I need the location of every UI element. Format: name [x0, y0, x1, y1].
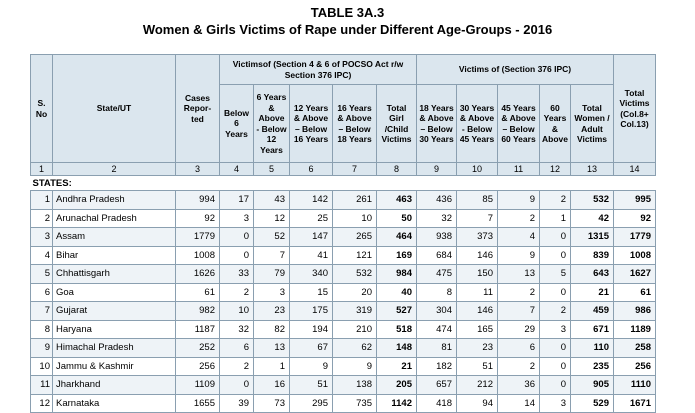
- row-value: 25: [290, 209, 333, 228]
- header-sno: S. No: [31, 55, 53, 163]
- header-sub: 16 Years & Above – Below 18 Years: [333, 85, 377, 163]
- row-value: 252: [176, 339, 220, 358]
- row-value: 839: [570, 246, 613, 265]
- row-value: 138: [333, 376, 377, 395]
- row-value: 2: [498, 357, 540, 376]
- row-value: 147: [290, 228, 333, 247]
- table-row: [31, 394, 656, 413]
- row-value: 51: [457, 357, 498, 376]
- row-state: Haryana: [53, 320, 176, 339]
- header-cases: Cases Repor- ted: [176, 55, 220, 163]
- row-value: 50: [377, 209, 417, 228]
- row-value: 94: [457, 394, 498, 413]
- column-numbers-row: [31, 163, 656, 176]
- row-sno: 11: [31, 376, 53, 395]
- row-value: 475: [417, 265, 457, 284]
- row-value: 1189: [613, 320, 655, 339]
- row-value: 1: [540, 209, 571, 228]
- row-value: 32: [417, 209, 457, 228]
- row-sno: 6: [31, 283, 53, 302]
- row-value: 85: [457, 191, 498, 210]
- row-value: 1008: [613, 246, 655, 265]
- row-value: 0: [220, 376, 254, 395]
- row-value: 14: [498, 394, 540, 413]
- row-value: 256: [613, 357, 655, 376]
- column-number: 11: [498, 163, 540, 176]
- row-value: 32: [220, 320, 254, 339]
- row-value: 436: [417, 191, 457, 210]
- data-table: [30, 54, 656, 413]
- row-value: 43: [254, 191, 290, 210]
- row-value: 42: [570, 209, 613, 228]
- row-state: Chhattisgarh: [53, 265, 176, 284]
- row-value: 986: [613, 302, 655, 321]
- row-sno: 12: [31, 394, 53, 413]
- header-sub: 45 Years & Above – Below 60 Years: [498, 85, 540, 163]
- table-body: [31, 163, 656, 413]
- row-value: 3: [254, 283, 290, 302]
- row-value: 2: [498, 283, 540, 302]
- row-value: 165: [457, 320, 498, 339]
- row-value: 17: [220, 191, 254, 210]
- row-value: 39: [220, 394, 254, 413]
- row-value: 51: [290, 376, 333, 395]
- row-value: 1187: [176, 320, 220, 339]
- row-value: 295: [290, 394, 333, 413]
- column-number: 1: [31, 163, 53, 176]
- row-value: 657: [417, 376, 457, 395]
- row-value: 33: [220, 265, 254, 284]
- row-value: 29: [498, 320, 540, 339]
- row-value: 3: [220, 209, 254, 228]
- row-value: 9: [290, 357, 333, 376]
- row-value: 175: [290, 302, 333, 321]
- row-value: 265: [333, 228, 377, 247]
- table-row: [31, 191, 656, 210]
- row-value: 15: [290, 283, 333, 302]
- header-pocso-group: Victimsof (Section 4 & 6 of POCSO Act r/w Section 376 IPC): [220, 55, 417, 85]
- row-value: 2: [498, 209, 540, 228]
- row-value: 8: [417, 283, 457, 302]
- row-value: 258: [613, 339, 655, 358]
- row-value: 1: [254, 357, 290, 376]
- row-state: Jharkhand: [53, 376, 176, 395]
- row-value: 169: [377, 246, 417, 265]
- row-value: 92: [613, 209, 655, 228]
- row-value: 735: [333, 394, 377, 413]
- table-subtitle: Women & Girls Victims of Rape under Different Age-Groups - 2016: [142, 22, 553, 37]
- row-value: 12: [254, 209, 290, 228]
- row-value: 2: [540, 191, 571, 210]
- row-value: 1779: [613, 228, 655, 247]
- row-sno: 2: [31, 209, 53, 228]
- header-sub: 18 Years & Above – Below 30 Years: [417, 85, 457, 163]
- row-value: 464: [377, 228, 417, 247]
- row-value: 0: [220, 228, 254, 247]
- row-value: 62: [333, 339, 377, 358]
- row-value: 1110: [613, 376, 655, 395]
- row-value: 938: [417, 228, 457, 247]
- row-value: 3: [540, 320, 571, 339]
- row-value: 21: [570, 283, 613, 302]
- row-value: 1655: [176, 394, 220, 413]
- row-value: 82: [254, 320, 290, 339]
- header-sub: 30 Years & Above - Below 45 Years: [457, 85, 498, 163]
- table-row: [31, 246, 656, 265]
- column-number: 12: [540, 163, 571, 176]
- column-number: 9: [417, 163, 457, 176]
- table-row: [31, 320, 656, 339]
- header-sub: 6 Years & Above - Below 12 Years: [254, 85, 290, 163]
- row-value: 684: [417, 246, 457, 265]
- row-state: Bihar: [53, 246, 176, 265]
- row-value: 61: [613, 283, 655, 302]
- row-value: 0: [540, 357, 571, 376]
- row-value: 79: [254, 265, 290, 284]
- row-value: 11: [457, 283, 498, 302]
- column-number: 14: [613, 163, 655, 176]
- row-value: 7: [457, 209, 498, 228]
- row-state: Himachal Pradesh: [53, 339, 176, 358]
- row-value: 0: [540, 339, 571, 358]
- row-value: 984: [377, 265, 417, 284]
- row-value: 4: [498, 228, 540, 247]
- row-value: 1779: [176, 228, 220, 247]
- row-value: 994: [176, 191, 220, 210]
- row-value: 205: [377, 376, 417, 395]
- table-row: [31, 302, 656, 321]
- row-value: 1671: [613, 394, 655, 413]
- row-value: 182: [417, 357, 457, 376]
- row-value: 2: [220, 283, 254, 302]
- row-value: 150: [457, 265, 498, 284]
- row-value: 21: [377, 357, 417, 376]
- row-value: 0: [540, 228, 571, 247]
- row-value: 1109: [176, 376, 220, 395]
- row-value: 474: [417, 320, 457, 339]
- row-value: 13: [498, 265, 540, 284]
- row-value: 0: [540, 283, 571, 302]
- header-sub: Total Girl /Child Victims: [377, 85, 417, 163]
- row-value: 10: [220, 302, 254, 321]
- row-value: 459: [570, 302, 613, 321]
- table-row: [31, 376, 656, 395]
- row-value: 373: [457, 228, 498, 247]
- row-state: Arunachal Pradesh: [53, 209, 176, 228]
- row-value: 2: [220, 357, 254, 376]
- row-value: 73: [254, 394, 290, 413]
- row-state: Assam: [53, 228, 176, 247]
- header-sub: 60 Years & Above: [540, 85, 571, 163]
- row-value: 418: [417, 394, 457, 413]
- table-row: [31, 228, 656, 247]
- row-sno: 7: [31, 302, 53, 321]
- row-value: 995: [613, 191, 655, 210]
- row-state: Jammu & Kashmir: [53, 357, 176, 376]
- row-value: 518: [377, 320, 417, 339]
- row-value: 13: [254, 339, 290, 358]
- row-value: 9: [498, 191, 540, 210]
- row-value: 235: [570, 357, 613, 376]
- row-state: Karnataka: [53, 394, 176, 413]
- row-value: 16: [254, 376, 290, 395]
- row-value: 52: [254, 228, 290, 247]
- row-value: 41: [290, 246, 333, 265]
- row-value: 3: [540, 394, 571, 413]
- row-value: 1008: [176, 246, 220, 265]
- column-number: 8: [377, 163, 417, 176]
- row-state: Goa: [53, 283, 176, 302]
- row-value: 6: [498, 339, 540, 358]
- row-value: 0: [540, 376, 571, 395]
- row-value: 9: [498, 246, 540, 265]
- table-header: [31, 55, 656, 163]
- row-value: 10: [333, 209, 377, 228]
- row-value: 1626: [176, 265, 220, 284]
- header-state: State/UT: [53, 55, 176, 163]
- row-value: 7: [254, 246, 290, 265]
- column-number: 3: [176, 163, 220, 176]
- row-value: 81: [417, 339, 457, 358]
- row-value: 2: [540, 302, 571, 321]
- row-value: 61: [176, 283, 220, 302]
- table-title: TABLE 3A.3: [310, 5, 385, 20]
- row-value: 532: [570, 191, 613, 210]
- row-value: 340: [290, 265, 333, 284]
- row-value: 5: [540, 265, 571, 284]
- row-sno: 10: [31, 357, 53, 376]
- column-number: 10: [457, 163, 498, 176]
- header-total: Total Victims (Col.8+ Col.13): [613, 55, 655, 163]
- row-value: 67: [290, 339, 333, 358]
- section-row: [31, 176, 656, 191]
- row-value: 261: [333, 191, 377, 210]
- row-value: 463: [377, 191, 417, 210]
- row-value: 23: [254, 302, 290, 321]
- row-value: 36: [498, 376, 540, 395]
- row-value: 256: [176, 357, 220, 376]
- row-value: 1315: [570, 228, 613, 247]
- row-sno: 8: [31, 320, 53, 339]
- row-value: 982: [176, 302, 220, 321]
- row-value: 148: [377, 339, 417, 358]
- row-value: 905: [570, 376, 613, 395]
- header-sub: Below 6 Years: [220, 85, 254, 163]
- row-value: 92: [176, 209, 220, 228]
- table-row: [31, 339, 656, 358]
- column-number: 6: [290, 163, 333, 176]
- row-value: 1142: [377, 394, 417, 413]
- row-value: 23: [457, 339, 498, 358]
- table-row: [31, 209, 656, 228]
- table-row: [31, 283, 656, 302]
- row-state: Andhra Pradesh: [53, 191, 176, 210]
- row-value: 210: [333, 320, 377, 339]
- row-value: 671: [570, 320, 613, 339]
- row-value: 146: [457, 302, 498, 321]
- header-sub: Total Women / Adult Victims: [570, 85, 613, 163]
- section-label: STATES:: [31, 176, 656, 191]
- row-sno: 5: [31, 265, 53, 284]
- row-value: 9: [333, 357, 377, 376]
- row-value: 110: [570, 339, 613, 358]
- row-value: 194: [290, 320, 333, 339]
- row-sno: 3: [31, 228, 53, 247]
- row-state: Gujarat: [53, 302, 176, 321]
- row-value: 121: [333, 246, 377, 265]
- row-value: 20: [333, 283, 377, 302]
- column-number: 2: [53, 163, 176, 176]
- row-value: 0: [220, 246, 254, 265]
- row-value: 6: [220, 339, 254, 358]
- header-sub: 12 Years & Above – Below 16 Years: [290, 85, 333, 163]
- column-number: 4: [220, 163, 254, 176]
- column-number: 5: [254, 163, 290, 176]
- row-value: 7: [498, 302, 540, 321]
- column-number: 7: [333, 163, 377, 176]
- row-sno: 9: [31, 339, 53, 358]
- row-value: 1627: [613, 265, 655, 284]
- row-value: 529: [570, 394, 613, 413]
- row-value: 146: [457, 246, 498, 265]
- table-row: [31, 265, 656, 284]
- row-value: 532: [333, 265, 377, 284]
- row-value: 0: [540, 246, 571, 265]
- table-row: [31, 357, 656, 376]
- row-sno: 1: [31, 191, 53, 210]
- row-value: 40: [377, 283, 417, 302]
- row-value: 527: [377, 302, 417, 321]
- row-value: 304: [417, 302, 457, 321]
- column-number: 13: [570, 163, 613, 176]
- row-sno: 4: [31, 246, 53, 265]
- header-ipc-group: Victims of (Section 376 IPC): [417, 55, 614, 85]
- row-value: 643: [570, 265, 613, 284]
- row-value: 212: [457, 376, 498, 395]
- row-value: 142: [290, 191, 333, 210]
- row-value: 319: [333, 302, 377, 321]
